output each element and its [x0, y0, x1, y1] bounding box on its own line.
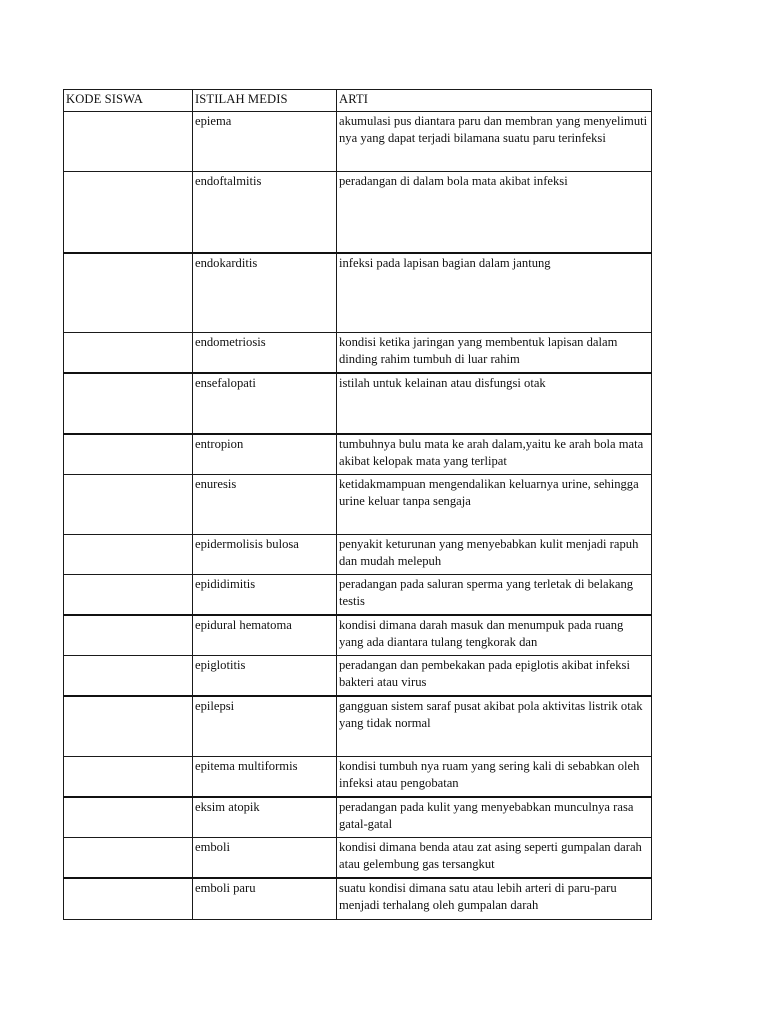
- istilah-cell: epidural hematoma: [193, 615, 337, 656]
- arti-cell: [337, 615, 652, 656]
- arti-cell: gangguan sistem saraf pusat akibat pola aktivitas listrik otak yang tidak normal: [337, 696, 652, 757]
- istilah-cell: endoftalmitis: [193, 172, 337, 254]
- arti-cell: peradangan pada kulit yang menyebabkan munculnya rasa gatal-gatal: [337, 797, 652, 838]
- table-row: [64, 575, 652, 616]
- istilah-cell: emboli: [193, 838, 337, 879]
- table-row: [64, 475, 652, 535]
- istilah-cell: epiema: [193, 112, 337, 172]
- table-row: [64, 333, 652, 374]
- table-row: [64, 615, 652, 656]
- table-row: [64, 253, 652, 333]
- header-istilah-medis: ISTILAH MEDIS: [193, 90, 337, 112]
- table-header-row: [64, 90, 652, 112]
- kode-cell: [64, 475, 193, 535]
- kode-cell: [64, 575, 193, 616]
- kode-cell: [64, 878, 193, 920]
- istilah-cell: epididimitis: [193, 575, 337, 616]
- kode-cell: [64, 696, 193, 757]
- kode-cell: [64, 838, 193, 879]
- kode-cell: [64, 333, 193, 374]
- medical-terms-table: [63, 89, 652, 920]
- arti-cell: ketidakmampuan mengendalikan keluarnya urine, sehingga urine keluar tanpa sengaja: [337, 475, 652, 535]
- kode-cell: [64, 797, 193, 838]
- arti-cell: peradangan di dalam bola mata akibat infeksi: [337, 172, 652, 254]
- arti-text: kondisi dimana darah masuk dan menumpuk pada ruang yang ada diantara tulang tengkorak dan: [339, 618, 624, 649]
- kode-cell: [64, 253, 193, 333]
- istilah-cell: epidermolisis bulosa: [193, 535, 337, 575]
- kode-cell: [64, 656, 193, 697]
- kode-cell: [64, 112, 193, 172]
- arti-cell: istilah untuk kelainan atau disfungsi otak: [337, 373, 652, 434]
- istilah-cell: eksim atopik: [193, 797, 337, 838]
- header-kode-siswa: KODE SISWA: [64, 90, 193, 112]
- arti-cell: infeksi pada lapisan bagian dalam jantung: [337, 253, 652, 333]
- istilah-cell: ensefalopati: [193, 373, 337, 434]
- header-arti: ARTI: [337, 90, 652, 112]
- arti-cell: peradangan dan pembekakan pada epiglotis akibat infeksi bakteri atau virus: [337, 656, 652, 697]
- istilah-cell: epiglotitis: [193, 656, 337, 697]
- istilah-cell: epitema multiformis: [193, 757, 337, 798]
- table-row: [64, 878, 652, 920]
- glossary-sheet: [63, 89, 651, 920]
- kode-cell: [64, 434, 193, 475]
- istilah-cell: emboli paru: [193, 878, 337, 920]
- istilah-cell: entropion: [193, 434, 337, 475]
- table-row: [64, 656, 652, 697]
- table-row: [64, 373, 652, 434]
- table-row: [64, 535, 652, 575]
- arti-cell: [337, 838, 652, 879]
- arti-cell: peradangan pada saluran sperma yang terletak di belakang testis: [337, 575, 652, 616]
- istilah-cell: epilepsi: [193, 696, 337, 757]
- kode-cell: [64, 172, 193, 254]
- kode-cell: [64, 535, 193, 575]
- arti-cell: suatu kondisi dimana satu atau lebih arteri di paru-paru menjadi terhalang oleh gumpalan darah: [337, 878, 652, 920]
- istilah-cell: endokarditis: [193, 253, 337, 333]
- table-row: [64, 172, 652, 254]
- arti-cell: kondisi tumbuh nya ruam yang sering kali di sebabkan oleh infeksi atau pengobatan: [337, 757, 652, 798]
- arti-text: kondisi dimana benda atau zat asing seperti gumpalan darah atau gelembung gas tersangkut: [339, 840, 642, 871]
- table-row: [64, 797, 652, 838]
- table-row: [64, 112, 652, 172]
- arti-cell: penyakit keturunan yang menyebabkan kulit menjadi rapuh dan mudah melepuh: [337, 535, 652, 575]
- arti-cell: tumbuhnya bulu mata ke arah dalam,yaitu ke arah bola mata akibat kelopak mata yang terlipat: [337, 434, 652, 475]
- kode-cell: [64, 615, 193, 656]
- kode-cell: [64, 757, 193, 798]
- istilah-cell: enuresis: [193, 475, 337, 535]
- arti-cell: akumulasi pus diantara paru dan membran yang menyelimuti nya yang dapat terjadi bilamana suatu paru terinfeksi: [337, 112, 652, 172]
- arti-cell: kondisi ketika jaringan yang membentuk lapisan dalam dinding rahim tumbuh di luar rahim: [337, 333, 652, 374]
- table-row: [64, 696, 652, 757]
- istilah-cell: endometriosis: [193, 333, 337, 374]
- table-row: [64, 434, 652, 475]
- kode-cell: [64, 373, 193, 434]
- table-row: [64, 757, 652, 798]
- table-row: [64, 838, 652, 879]
